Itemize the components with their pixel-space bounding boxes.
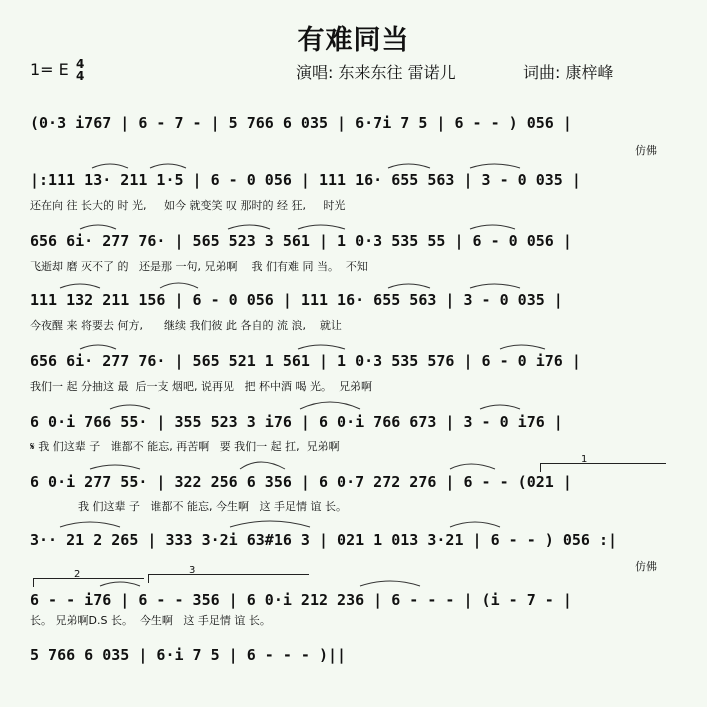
lyrics-line-5: 我们一 起 分抽这 最 后一支 烟吧, 说再见 把 杯中酒 喝 光。 兄弟啊 <box>30 380 372 393</box>
slur <box>300 402 360 409</box>
slur <box>80 225 116 229</box>
key-signature: 1= E <box>30 60 69 79</box>
slur <box>90 465 140 469</box>
notation-line-5: 656 6i· 277 76· | 565 521 1 561 | 1 0·3 535 576 | 6 - 0 i76 | <box>30 352 581 370</box>
time-signature-bottom: 4 <box>76 69 85 83</box>
notation-line-6: 6 0·i 766 55· | 355 523 3 i76 | 6 0·i 766 673 | 3 - 0 i76 | <box>30 413 563 431</box>
slur <box>230 521 310 527</box>
slur <box>470 284 520 288</box>
slur <box>92 164 128 168</box>
volta-label-1: 1 <box>581 454 588 465</box>
slur <box>60 522 120 527</box>
volta-label-3: 3 <box>189 565 196 576</box>
song-title: 有难同当 <box>297 25 410 56</box>
slur <box>60 284 100 288</box>
notation-line-7: 6 0·i 277 55· | 322 256 6 356 | 6 0·7 272 276 | 6 - - (021 | <box>30 473 572 491</box>
notation-line-8: 3·· 21 2 265 | 333 3·2i 63#16 3 | 021 1 013 3·21 | 6 - - ) 056 :| <box>30 531 617 549</box>
lyrics-line-1: 仿佛 <box>635 144 657 157</box>
time-signature-top: 4 <box>76 57 85 71</box>
volta-bracket-2 <box>33 569 144 587</box>
slur <box>240 462 285 469</box>
notation-line-1: (0·3 i767 | 6 - 7 - | 5 766 6 035 | 6·7i 7 5 | 6 - - ) 056 | <box>30 114 572 132</box>
composer-credit: 词曲: 康梓峰 <box>523 63 614 82</box>
slur <box>470 164 520 168</box>
time-signature <box>76 58 84 82</box>
lyrics-line-7: 我 们这辈 子 谁都不 能忘, 今生啊 这 手足情 谊 长。 <box>78 500 347 513</box>
lyrics-line-3: 飞逝却 磨 灭不了 的 还是那 一句, 兄弟啊 我 们有难 同 当。 不知 <box>30 260 368 273</box>
lyrics-line-4: 今夜醒 来 将要去 何方, 继续 我们彼 此 各自的 流 浪, 就让 <box>30 319 342 332</box>
slur <box>80 345 116 349</box>
lyrics-line-6: 𝄋 我 们这辈 子 谁都不 能忘, 再苦啊 要 我们一 起 扛, 兄弟啊 <box>30 440 340 453</box>
volta-bracket-1 <box>540 454 666 472</box>
slur <box>298 345 345 349</box>
lyrics-line-2: 还在向 往 长大的 时 光, 如今 就变笑 叹 那时的 经 狂, 时光 <box>30 199 346 212</box>
lyrics-line-8: 仿佛 <box>635 560 657 573</box>
notation-line-10: 5 766 6 035 | 6·i 7 5 | 6 - - - )|| <box>30 646 347 664</box>
slur <box>360 581 420 586</box>
slur <box>500 345 545 349</box>
volta-label-2: 2 <box>74 569 81 580</box>
lyrics-line-9: 长。 兄弟啊D.S 长。 今生啊 这 手足情 谊 长。 <box>30 614 271 627</box>
slur <box>470 225 515 229</box>
slur <box>450 464 495 469</box>
volta-bracket-3 <box>148 565 309 583</box>
notation-line-4: 111 132 211 156 | 6 - 0 056 | 111 16· 655 563 | 3 - 0 035 | <box>30 291 563 309</box>
slur <box>388 164 430 168</box>
slur <box>110 405 150 409</box>
notation-line-2: |:111 13· 211 1·5 | 6 - 0 056 | 111 16· 655 563 | 3 - 0 035 | <box>30 171 581 189</box>
slur <box>388 284 430 288</box>
slur <box>450 522 500 527</box>
slur <box>150 164 186 168</box>
slur <box>480 405 520 409</box>
singers-credit: 演唱: 东来东往 雷诺儿 <box>296 63 456 82</box>
notation-line-9: 6 - - i76 | 6 - - 356 | 6 0·i 212 236 | 6 - - - | (i - 7 - | <box>30 591 572 609</box>
slur <box>298 225 345 229</box>
slur <box>228 225 270 229</box>
slur <box>160 283 198 288</box>
notation-line-3: 656 6i· 277 76· | 565 523 3 561 | 1 0·3 535 55 | 6 - 0 056 | <box>30 232 572 250</box>
